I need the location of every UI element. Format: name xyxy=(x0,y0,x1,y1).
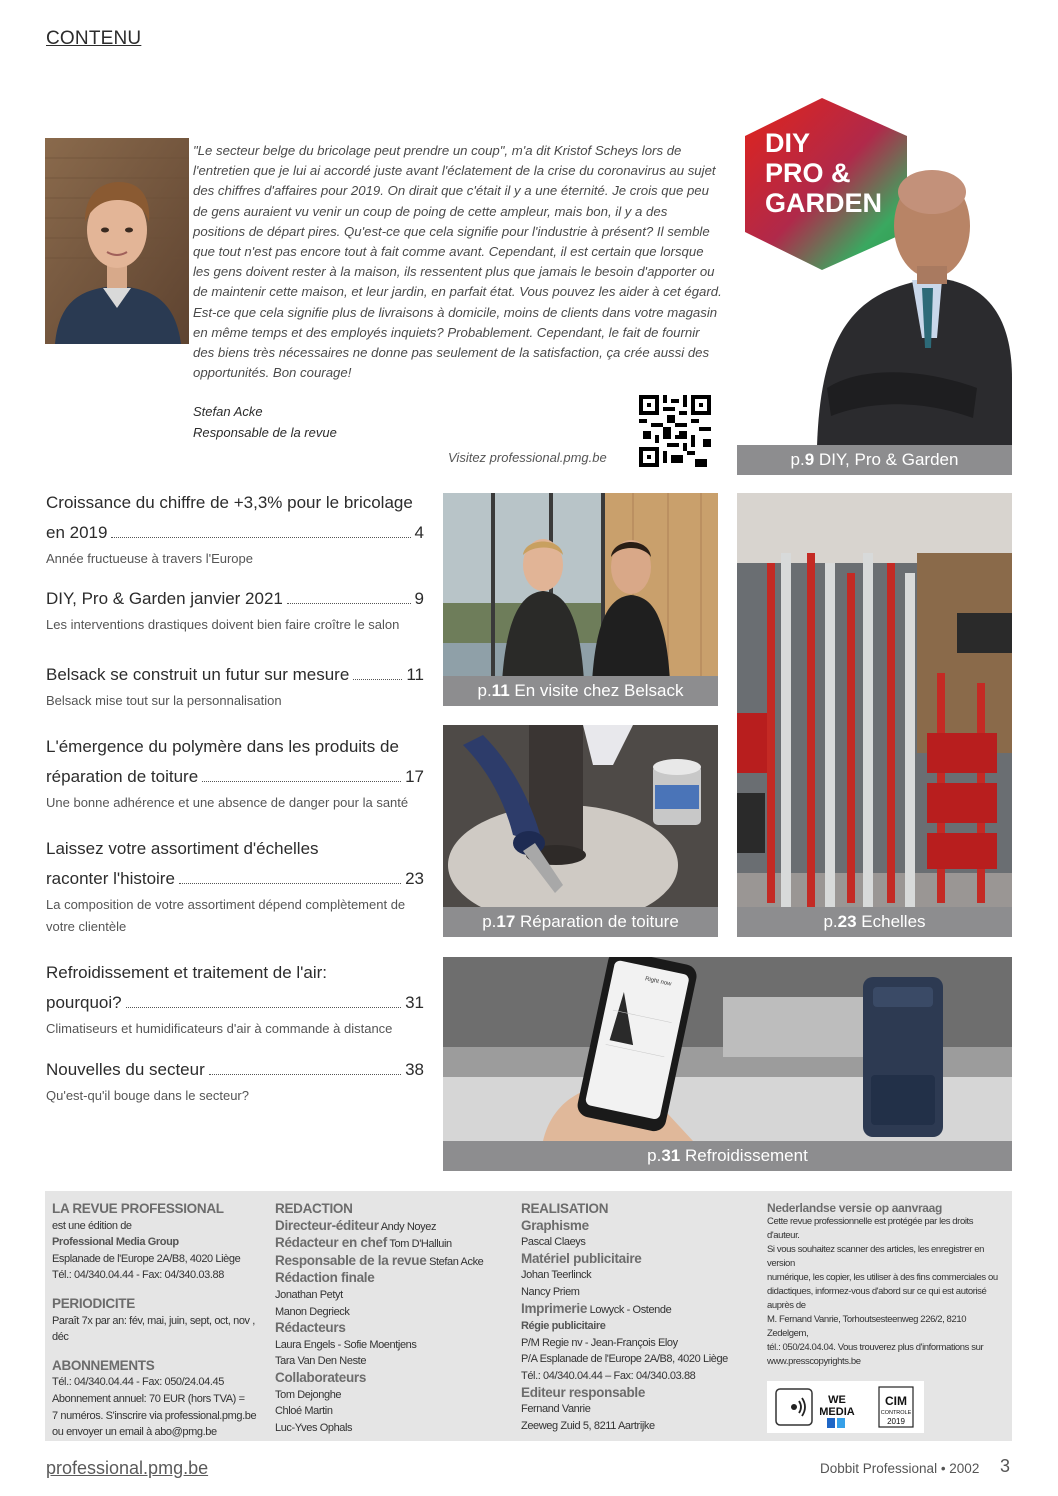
credits-line: Paraît 7x par an: fév, mai, juin, sept, oct, nov , déc xyxy=(52,1314,255,1344)
toc-page-number: 4 xyxy=(414,523,424,542)
credits-heading: LA REVUE PROFESSIONAL xyxy=(52,1201,224,1216)
credits-role: Matériel publicitaire xyxy=(521,1250,642,1266)
credits-line: est une édition de xyxy=(52,1219,132,1232)
credits-line: Abonnement annuel: 70 EUR (hors TVA) = xyxy=(52,1392,245,1405)
refroidissement-photo xyxy=(443,957,1012,1141)
toc-line xyxy=(46,1055,424,1085)
toc-line xyxy=(46,660,424,690)
caption-prefix: p. xyxy=(790,450,805,469)
signature-name: Stefan Acke xyxy=(193,404,263,419)
credits-line xyxy=(275,1235,505,1253)
credits-line: M. Fernand Vanrie, Torhoutsesteenweg 226/2, 8210 Zedelgem, xyxy=(767,1314,967,1339)
page-number: 3 xyxy=(1000,1456,1011,1476)
cim-logo-line3: 2019 xyxy=(887,1417,905,1426)
credits-role: Rédacteur en chef xyxy=(275,1235,387,1251)
toc-entry-diy[interactable] xyxy=(46,584,424,636)
credits-line xyxy=(521,1301,761,1319)
toc-subtitle: Qu'est-qu'il bouge dans le secteur? xyxy=(46,1088,249,1103)
credits-role: Rédaction finale xyxy=(275,1270,375,1286)
credits-publisher: Professional Media Group xyxy=(52,1236,179,1249)
toc-entry-refroidissement[interactable] xyxy=(46,958,424,1040)
credits-line: Cette revue professionnelle est protégée par les droits d'auteur. xyxy=(767,1216,974,1241)
credits-line: P/M Regie nv - Jean-François Eloy xyxy=(521,1336,678,1349)
toiture-photo xyxy=(443,725,718,937)
toc-title-end: DIY, Pro & Garden janvier 2021 xyxy=(46,589,283,608)
credits-line: Tél.: 04/340.04.44 - Fax: 04/340.03.88 xyxy=(52,1269,224,1282)
credits-person: Nancy Priem xyxy=(521,1285,580,1298)
caption-label: Echelles xyxy=(856,912,926,931)
toc-title: Refroidissement et traitement de l'air: xyxy=(46,963,328,982)
toc-subtitle: Les interventions drastiques doivent bien faire croître le salon xyxy=(46,617,400,632)
credits-role: Responsable de la revue xyxy=(275,1252,427,1268)
toc-leader-dots xyxy=(179,883,401,884)
credits-person: Tara Van Den Neste xyxy=(275,1355,367,1368)
toc-line xyxy=(46,518,424,548)
toc-subtitle: La composition de votre assortiment dépend complètement de votre clientèle xyxy=(46,897,406,934)
we-media-logo-line2: MEDIA xyxy=(819,1406,855,1418)
credits-link[interactable]: www.presscopyrights.be xyxy=(767,1356,861,1367)
credits-line: 7 numéros. S'inscrire via professional.pmg.be xyxy=(52,1409,257,1422)
credits-line: Si vous souhaitez scanner des articles, les enregistrer en version xyxy=(767,1244,985,1269)
credits-person: Lowyck - Ostende xyxy=(587,1303,672,1316)
caption-label: DIY, Pro & Garden xyxy=(814,450,959,469)
toc-leader-dots xyxy=(287,603,411,604)
caption-prefix: p. xyxy=(482,912,497,931)
credits-role: Régie publicitaire xyxy=(521,1320,606,1333)
credits-heading: ABONNEMENTS xyxy=(52,1357,155,1373)
toc-entry-belsack[interactable] xyxy=(46,660,424,712)
toc-entry-nouvelles[interactable] xyxy=(46,1055,424,1107)
credits-person: Tom Dejonghe xyxy=(275,1388,342,1401)
credits-line: Esplanade de l'Europe 2A/B8, 4020 Liège xyxy=(52,1252,241,1265)
diy-logo-line1: DIY xyxy=(765,128,811,158)
toc-page-number: 11 xyxy=(406,665,424,684)
credits-heading: Nederlandse versie op aanvraag xyxy=(767,1201,943,1215)
toc-title: Croissance du chiffre de +3,3% pour le bricolage xyxy=(46,493,413,512)
credits-person: Stefan Acke xyxy=(426,1255,484,1268)
toc-entry-polymere[interactable] xyxy=(46,732,424,814)
credits-person: Johan Teerlinck xyxy=(521,1269,592,1282)
credits-role: Directeur-éditeur xyxy=(275,1217,379,1233)
caption-prefix: p. xyxy=(477,681,492,700)
caption-page-number: 23 xyxy=(837,912,857,931)
caption-label: Réparation de toiture xyxy=(515,912,679,931)
credits-person: Jonathan Petyt xyxy=(275,1288,343,1301)
toc-title-end: raconter l'histoire xyxy=(46,869,175,888)
qr-code-icon[interactable] xyxy=(639,395,711,467)
caption-label: Refroidissement xyxy=(680,1146,808,1165)
toc-page-number: 38 xyxy=(405,1060,424,1079)
diy-feature-image xyxy=(737,98,1012,446)
cim-logo-line1: CIM xyxy=(885,1394,907,1408)
caption-refroidissement[interactable] xyxy=(443,1141,1012,1171)
toc-title: L'émergence du polymère dans les produits de xyxy=(46,737,399,756)
credits-person: Pascal Claeys xyxy=(521,1236,586,1249)
toc-page-number: 23 xyxy=(405,869,424,888)
credits-person: Manon Degrieck xyxy=(275,1305,350,1318)
caption-page-number: 11 xyxy=(491,681,510,700)
credits-heading: REDACTION xyxy=(275,1201,353,1216)
toc-line xyxy=(46,864,424,894)
credits-person: Fernand Vanrie xyxy=(521,1403,591,1416)
credits-heading: REALISATION xyxy=(521,1201,609,1216)
credits-role: Graphisme xyxy=(521,1217,589,1233)
section-title: CONTENU xyxy=(46,28,142,49)
diy-logo-line2: PRO & xyxy=(765,158,851,188)
visit-website-text: Visitez professional.pmg.be xyxy=(448,450,607,465)
caption-prefix: p. xyxy=(647,1146,662,1165)
toc-page-number: 31 xyxy=(405,993,424,1012)
credits-line xyxy=(275,1218,505,1236)
credits-line: Tél.: 04/340.04.44 – Fax: 04/340.03.88 xyxy=(521,1369,696,1382)
diy-logo-line3: GARDEN xyxy=(765,188,883,218)
echelles-photo xyxy=(737,493,1012,937)
credits-column-realisation xyxy=(521,1201,761,1434)
toc-leader-dots xyxy=(353,679,402,680)
credits-line: ou envoyer un email à abo@pmg.be xyxy=(52,1426,217,1439)
credits-column-redaction xyxy=(275,1201,505,1436)
toc-entry-bricolage[interactable] xyxy=(46,488,424,570)
editor-portrait xyxy=(45,138,189,344)
credits-line: Zeeweg Zuid 5, 8211 Aartrijke xyxy=(521,1419,655,1432)
caption-page-number: 9 xyxy=(804,450,815,469)
caption-page-number: 17 xyxy=(496,912,516,931)
credits-line: Tél.: 04/340.04.44 - Fax: 050/24.04.45 xyxy=(52,1376,224,1389)
we-media-logo-line1: WE xyxy=(828,1394,846,1406)
toc-subtitle: Année fructueuse à travers l'Europe xyxy=(46,551,253,566)
toc-title-end: Belsack se construit un futur sur mesure xyxy=(46,665,350,684)
site-url-link[interactable]: professional.pmg.be xyxy=(46,1458,209,1478)
toc-line xyxy=(46,988,424,1018)
credits-role: Rédacteurs xyxy=(275,1320,346,1336)
credits-line: didactiques, informez-vous d'abord sur ce qui est autorisé auprès de xyxy=(767,1286,987,1311)
caption-diy[interactable] xyxy=(737,445,1012,475)
toc-leader-dots xyxy=(111,537,410,538)
credits-role: Imprimerie xyxy=(521,1300,588,1316)
toc-subtitle: Climatiseurs et humidificateurs d'air à commande à distance xyxy=(46,1021,393,1036)
caption-label: En visite chez Belsack xyxy=(509,681,684,700)
toc-title-end: Nouvelles du secteur xyxy=(46,1060,205,1079)
credits-role: Collaborateurs xyxy=(275,1369,367,1385)
toc-page-number: 9 xyxy=(414,589,424,608)
toc-title-end: réparation de toiture xyxy=(46,767,199,786)
phone-screen-title: Right now xyxy=(644,976,672,988)
credits-line: P/A Esplanade de l'Europe 2A/B8, 4020 Liège xyxy=(521,1353,728,1366)
caption-prefix: p. xyxy=(823,912,838,931)
credits-person: Andy Noyez xyxy=(378,1220,437,1233)
toc-leader-dots xyxy=(202,781,401,782)
caption-toiture[interactable] xyxy=(443,907,718,937)
cim-logo-line2: CONTROLE xyxy=(880,1410,912,1416)
toc-subtitle: Une bonne adhérence et une absence de danger pour la santé xyxy=(46,795,409,810)
toc-page-number: 17 xyxy=(405,767,424,786)
toc-line xyxy=(46,584,424,614)
credits-column-revue xyxy=(52,1201,272,1441)
toc-title: Laissez votre assortiment d'échelles xyxy=(46,839,319,858)
credits-person: Tom D'Halluin xyxy=(386,1238,452,1251)
toc-subtitle: Belsack mise tout sur la personnalisation xyxy=(46,693,282,708)
caption-belsack[interactable] xyxy=(443,676,718,706)
credits-line: tél.: 050/24.04.04. Vous trouverez plus d'informations sur xyxy=(767,1342,984,1353)
credits-person: Luc-Yves Ophals xyxy=(275,1421,353,1434)
toc-entry-echelles[interactable] xyxy=(46,834,424,938)
caption-echelles[interactable] xyxy=(737,907,1012,937)
editorial-text: "Le secteur belge du bricolage peut prendre un coup", m'a dit Kristof Scheys lors de l'entretien que je lui ai accordé juste avant l'éclatement de la crise du coronavirus au sujet des chiffres d'affaires pour 2019. On dirait que c'était il y a une éternité. Je crois que peu de gens auraient vu venir un coup de poing de cette ampleur, mais bon, il y a des positions de départ pires. Qu'est-ce que cela signifie pour l'industrie à présent? Il semble que tout n'est pas encore tout à fait comme avant. Cependant, il est certain que lorsque les gens doivent rester à la maison, ils ressentent plus que jamais le besoin d'apporter ou de maintenir cette maison, et leur jardin, en parfait état. Vous pouvez les aider à cet égard. Est-ce que cela signifie plus de livraisons à domicile, moins de clients dans votre magasin en même temps et des employés inquiets? Probablement. Cependant, le fait de fournir des biens très nécessaires ne donne pas seulement de la satisfaction, ça crée aussi des opportunités. Bon courage! xyxy=(193,143,722,381)
signature-role: Responsable de la revue xyxy=(193,425,337,440)
toc-title-end: en 2019 xyxy=(46,523,108,542)
belsack-photo xyxy=(443,493,718,706)
toc-line xyxy=(46,762,424,792)
certification-badges xyxy=(767,1381,924,1433)
toc-title-end: pourquoi? xyxy=(46,993,122,1012)
toc-leader-dots xyxy=(126,1007,401,1008)
credits-person: Laura Engels - Sofie Moentjens xyxy=(275,1338,417,1351)
toc-leader-dots xyxy=(209,1074,401,1075)
credits-line: numérique, les copier, les utiliser à des fins commerciales ou xyxy=(767,1272,998,1283)
credits-line xyxy=(275,1253,505,1271)
credits-column-copyright xyxy=(767,1201,1007,1369)
credits-role: Editeur responsable xyxy=(521,1384,646,1400)
caption-page-number: 31 xyxy=(661,1146,681,1165)
credits-person: Chloé Martin xyxy=(275,1405,333,1418)
credits-heading: PERIODICITE xyxy=(52,1295,135,1311)
magazine-name: Dobbit Professional • 2002 xyxy=(820,1461,980,1476)
